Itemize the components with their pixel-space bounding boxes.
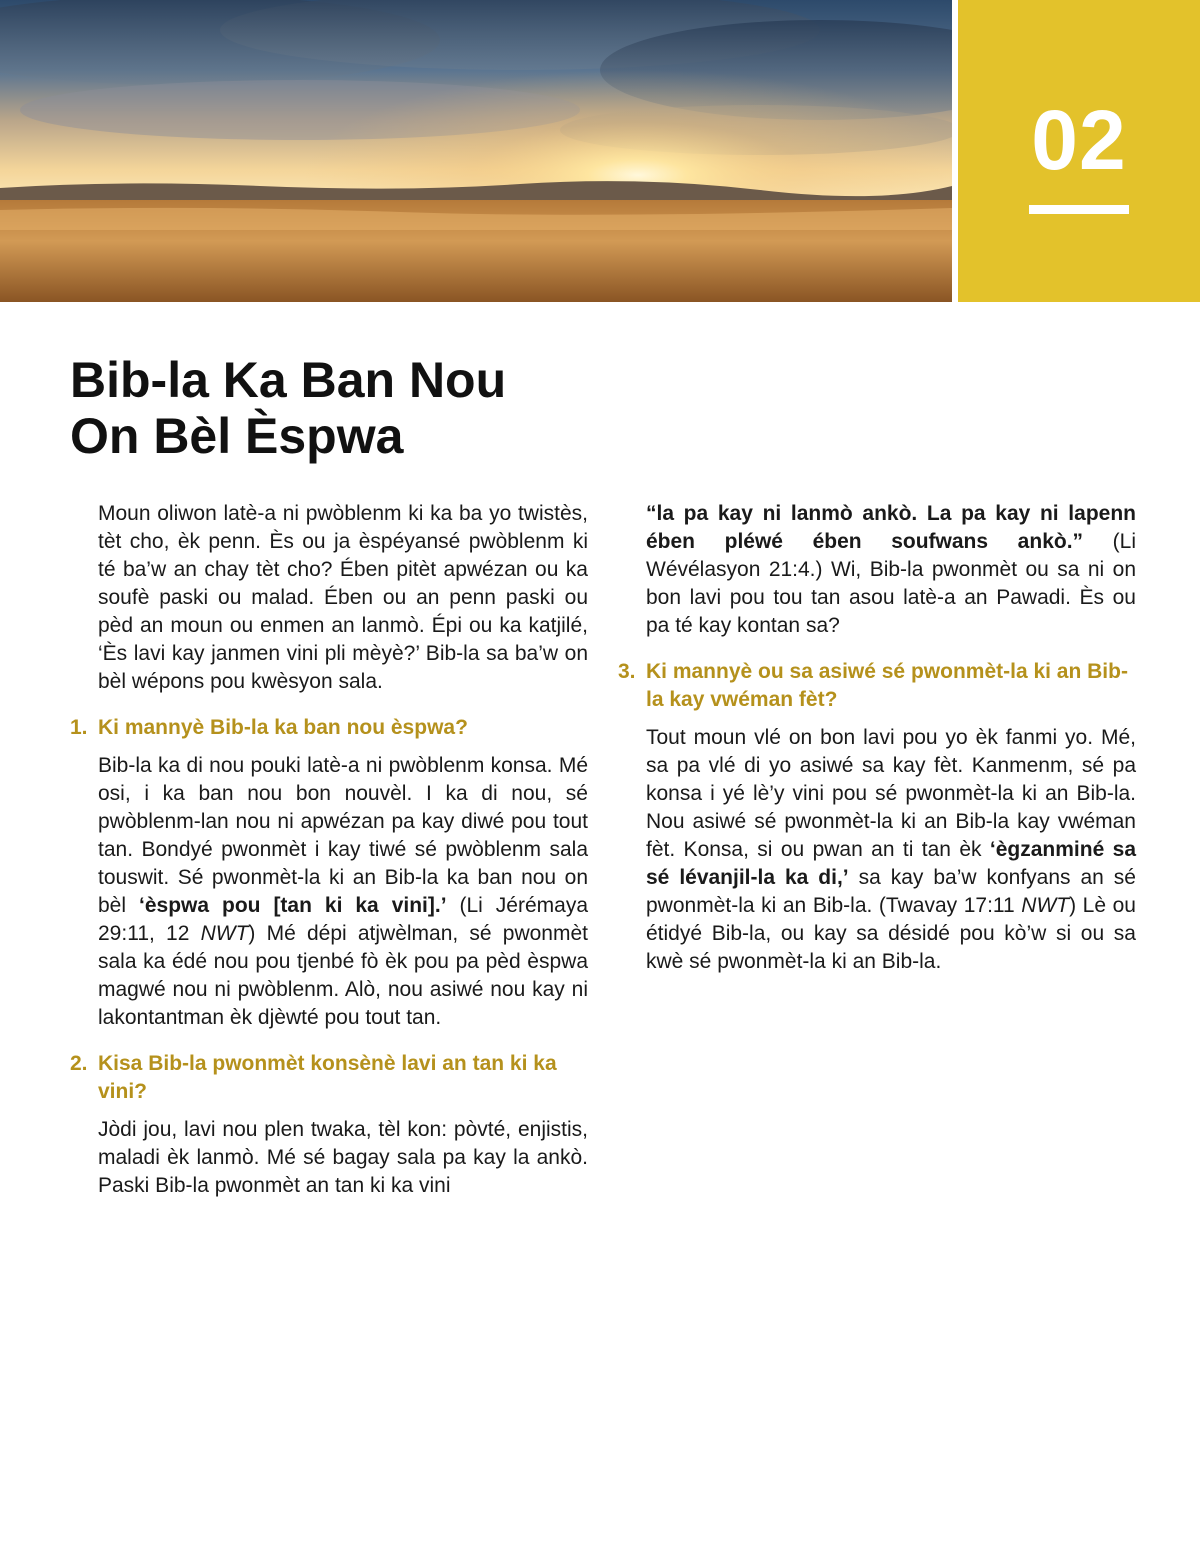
question-3-number: 3. <box>618 660 636 683</box>
left-column <box>70 500 588 1216</box>
answer-3-text-start: Tout moun vlé on bon lavi pou yo èk fanmi yo. Mé, sa pa vlé di yo asiwé sa kay fèt. Kanmenm, sé pa konsa i yé lè’y vini pou sé pwonmèt-la ki an Bib-la. Nou asiwé sé pwonmèt-la ki an Bib-la kay vwéman fèt. Konsa, si ou pwan an ti tan èk <box>646 726 1136 861</box>
answer-3-reference: sa kay ba’w konfyans an sé pwonmèt-la ki an Bib-la. (Twavay 17:11 <box>646 866 1136 917</box>
lesson-number: 02 <box>1031 93 1127 187</box>
answer-1-paragraph <box>98 752 588 1032</box>
question-1-number: 1. <box>70 716 88 739</box>
intro-paragraph: Moun oliwon latè-a ni pwòblenm ki ka ba yo twistès, tèt cho, èk penn. Ès ou ja èspéyansé pwòblenm ki té ba’w an chay tèt cho? Ében pitèt apwézan ou ka soufè paski ou malad. Ében ou an penn paski ou pèd an moun ou enmen an lanmò. Épi ou ka katjilé, ‘Ès lavi kay janmen vini pli mèyè?’ Bib-la sa ba’w on bèl wépons pou kwèsyon sala. <box>98 502 588 693</box>
question-1-heading <box>70 714 588 742</box>
question-2-number: 2. <box>70 1052 88 1075</box>
title-line-2: On Bèl Èspwa <box>70 408 404 464</box>
answer-3-text-end: ) Lè ou étidyé Bib-la, ou kay sa désidé pou kò’w si ou sa kwè sé pwonmèt-la ki an Bib-la. <box>646 894 1136 973</box>
answer-1-text-end: ) Mé dépi atjwèlman, sé pwonmèt sala ka édé nou pou tjenbé fò èk pou pa pèd èspwa magwé nou ni pwòblenm. Alò, nou asiwé nou kay ni lakontantman èk djèwté pou tout tan. <box>98 922 588 1029</box>
answer-2-quote: “la pa kay ni lanmò ankò. La pa kay ni lapenn ében pléwé ében soufwans ankò.” <box>646 502 1136 553</box>
lesson-number-underline <box>1029 205 1129 214</box>
question-2-heading <box>70 1050 588 1106</box>
question-1-text: Ki mannyè Bib-la ka ban nou èspwa? <box>98 716 468 739</box>
question-3-heading <box>618 658 1136 714</box>
page-title <box>70 352 590 464</box>
answer-1-text-start: Bib-la ka di nou pouki latè-a ni pwòblenm konsa. Mé osi, i ka ban nou bon nouvèl. I ka di nou, sé pwòblenm-lan nou ni apwézan pa kay diwé pou tout tan. Bondyé pwonmèt i kay tiwé sé pwòblenm sala touswit. Sé pwonmèt-la ki an Bib-la ka ban nou on bèl <box>98 754 588 917</box>
answer-1-version: NWT <box>200 922 249 945</box>
answer-2-text-end: (Li Wévélasyon 21:4.) Wi, Bib-la pwonmèt ou sa ni on bon lavi pou tou tan asou latè-a an Pawadi. Ès ou pa té kay kontan sa? <box>646 530 1136 637</box>
answer-2-text-start: Jòdi jou, lavi nou plen twaka, tèl kon: pòvté, enjistis, maladi èk lanmò. Mé sé bagay sala pa kay la ankò. Paski Bib-la pwonmèt an tan ki ka vini <box>98 1118 588 1197</box>
sunset-wheat-field-photo <box>0 0 952 302</box>
answer-1-quote: ‘èspwa pou [tan ki ka vini].’ <box>139 894 447 917</box>
question-2-text: Kisa Bib-la pwonmèt konsènè lavi an tan ki ka vini? <box>98 1052 557 1103</box>
answer-1-reference: (Li Jérémaya 29:11, 12 <box>98 894 588 945</box>
right-column <box>618 500 1137 992</box>
answer-2-paragraph-part-1 <box>98 1116 588 1200</box>
answer-3-version: NWT <box>1021 894 1070 917</box>
title-line-1: Bib-la Ka Ban Nou <box>70 352 507 408</box>
answer-3-paragraph <box>646 724 1136 976</box>
question-3-text: Ki mannyè ou sa asiwé sé pwonmèt-la ki an Bib-la kay vwéman fèt? <box>646 660 1128 711</box>
answer-3-quote: ‘ègzanminé sa sé lévanjil-la ka di,’ <box>646 838 1137 889</box>
answer-2-paragraph-part-2 <box>646 500 1136 640</box>
lesson-number-box <box>958 0 1200 302</box>
hero-image <box>0 0 952 302</box>
